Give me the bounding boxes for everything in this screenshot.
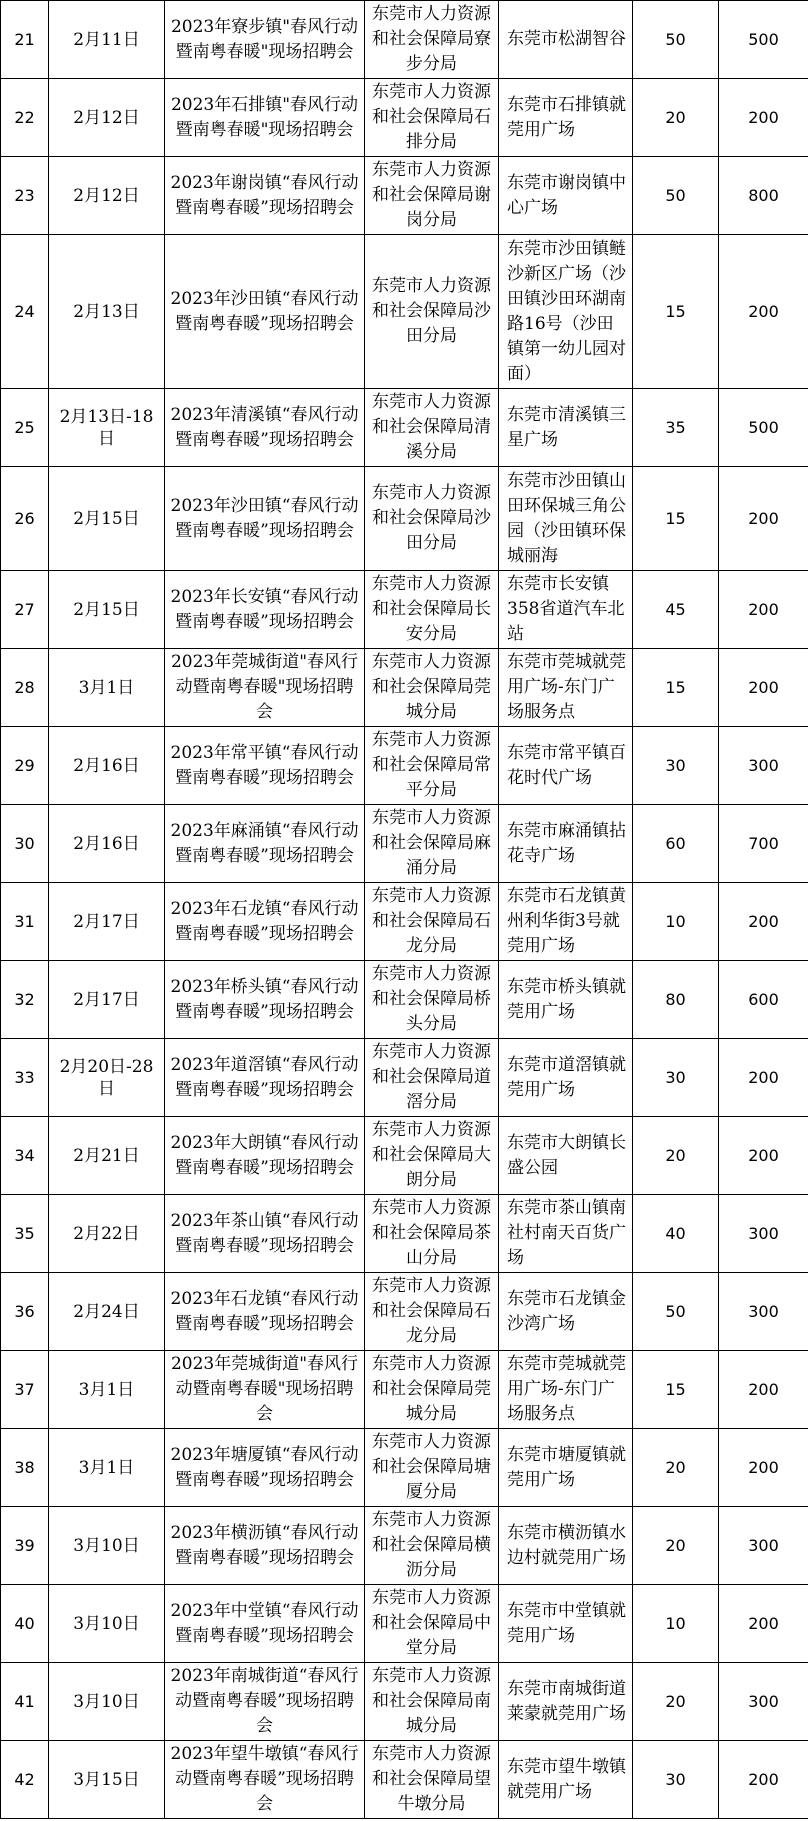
position-count: 300 (719, 727, 808, 805)
employer-count: 35 (633, 389, 719, 467)
employer-count: 15 (633, 1351, 719, 1429)
event-location: 东莞市茶山镇南社村南天百货广场 (499, 1195, 633, 1273)
employer-count: 40 (633, 1195, 719, 1273)
row-number: 31 (1, 883, 49, 961)
event-title: 2023年横沥镇“春风行动暨南粤春暖”现场招聘会 (165, 1507, 365, 1585)
position-count: 200 (719, 1429, 808, 1507)
table-row (1, 1507, 808, 1585)
position-count: 300 (719, 1195, 808, 1273)
event-date: 2月12日 (49, 157, 165, 235)
organizer: 东莞市人力资源和社会保障局横沥分局 (365, 1507, 499, 1585)
event-location: 东莞市松湖智谷 (499, 1, 633, 79)
event-location: 东莞市道滘镇就莞用广场 (499, 1039, 633, 1117)
event-location: 东莞市桥头镇就莞用广场 (499, 961, 633, 1039)
organizer: 东莞市人力资源和社会保障局长安分局 (365, 571, 499, 649)
event-date: 2月17日 (49, 883, 165, 961)
position-count: 200 (719, 1039, 808, 1117)
event-title: 2023年道滘镇“春风行动暨南粤春暖”现场招聘会 (165, 1039, 365, 1117)
event-location: 东莞市长安镇358省道汽车北站 (499, 571, 633, 649)
position-count: 200 (719, 883, 808, 961)
organizer: 东莞市人力资源和社会保障局石排分局 (365, 79, 499, 157)
event-date: 3月1日 (49, 1351, 165, 1429)
table-row (1, 961, 808, 1039)
event-title: 2023年南城街道“春风行动暨南粤春暖”现场招聘会 (165, 1663, 365, 1741)
employer-count: 50 (633, 157, 719, 235)
table-row (1, 157, 808, 235)
employer-count: 50 (633, 1273, 719, 1351)
organizer: 东莞市人力资源和社会保障局谢岗分局 (365, 157, 499, 235)
organizer: 东莞市人力资源和社会保障局沙田分局 (365, 467, 499, 571)
employer-count: 15 (633, 467, 719, 571)
employer-count: 20 (633, 1117, 719, 1195)
row-number: 33 (1, 1039, 49, 1117)
organizer: 东莞市人力资源和社会保障局石龙分局 (365, 1273, 499, 1351)
organizer: 东莞市人力资源和社会保障局清溪分局 (365, 389, 499, 467)
organizer: 东莞市人力资源和社会保障局石龙分局 (365, 883, 499, 961)
organizer: 东莞市人力资源和社会保障局道滘分局 (365, 1039, 499, 1117)
event-location: 东莞市横沥镇水边村就莞用广场 (499, 1507, 633, 1585)
event-date: 3月10日 (49, 1585, 165, 1663)
event-title: 2023年莞城街道"春风行动暨南粤春暖"现场招聘会 (165, 1351, 365, 1429)
position-count: 300 (719, 1663, 808, 1741)
table-row (1, 649, 808, 727)
event-date: 2月22日 (49, 1195, 165, 1273)
position-count: 200 (719, 649, 808, 727)
event-title: 2023年大朗镇“春风行动暨南粤春暖”现场招聘会 (165, 1117, 365, 1195)
employer-count: 30 (633, 1741, 719, 1819)
employer-count: 50 (633, 1, 719, 79)
table-row (1, 1117, 808, 1195)
event-title: 2023年石龙镇“春风行动暨南粤春暖”现场招聘会 (165, 883, 365, 961)
position-count: 200 (719, 571, 808, 649)
event-title: 2023年桥头镇“春风行动暨南粤春暖”现场招聘会 (165, 961, 365, 1039)
event-location: 东莞市石龙镇黄州利华街3号就莞用广场 (499, 883, 633, 961)
position-count: 200 (719, 1741, 808, 1819)
event-location: 东莞市中堂镇就莞用广场 (499, 1585, 633, 1663)
event-location: 东莞市麻涌镇拈花寺广场 (499, 805, 633, 883)
organizer: 东莞市人力资源和社会保障局寮步分局 (365, 1, 499, 79)
employer-count: 15 (633, 649, 719, 727)
employer-count: 30 (633, 1039, 719, 1117)
organizer: 东莞市人力资源和社会保障局大朗分局 (365, 1117, 499, 1195)
event-date: 2月12日 (49, 79, 165, 157)
table-row (1, 235, 808, 389)
employer-count: 10 (633, 883, 719, 961)
event-date: 2月15日 (49, 571, 165, 649)
event-title: 2023年沙田镇“春风行动暨南粤春暖”现场招聘会 (165, 467, 365, 571)
position-count: 200 (719, 235, 808, 389)
event-location: 东莞市石排镇就莞用广场 (499, 79, 633, 157)
table-row (1, 571, 808, 649)
row-number: 25 (1, 389, 49, 467)
row-number: 36 (1, 1273, 49, 1351)
employer-count: 60 (633, 805, 719, 883)
table-row (1, 1429, 808, 1507)
row-number: 27 (1, 571, 49, 649)
table-row (1, 1, 808, 79)
event-title: 2023年长安镇“春风行动暨南粤春暖”现场招聘会 (165, 571, 365, 649)
event-date: 2月13日-18日 (49, 389, 165, 467)
event-location: 东莞市莞城就莞用广场-东门广场服务点 (499, 1351, 633, 1429)
employer-count: 45 (633, 571, 719, 649)
table-row (1, 1351, 808, 1429)
row-number: 34 (1, 1117, 49, 1195)
row-number: 28 (1, 649, 49, 727)
event-date: 2月13日 (49, 235, 165, 389)
row-number: 35 (1, 1195, 49, 1273)
row-number: 26 (1, 467, 49, 571)
employer-count: 10 (633, 1585, 719, 1663)
event-title: 2023年清溪镇“春风行动暨南粤春暖”现场招聘会 (165, 389, 365, 467)
organizer: 东莞市人力资源和社会保障局望牛墩分局 (365, 1741, 499, 1819)
table-row (1, 805, 808, 883)
event-date: 3月1日 (49, 649, 165, 727)
row-number: 29 (1, 727, 49, 805)
position-count: 200 (719, 1351, 808, 1429)
position-count: 200 (719, 79, 808, 157)
event-title: 2023年石排镇"春风行动暨南粤春暖"现场招聘会 (165, 79, 365, 157)
event-title: 2023年沙田镇“春风行动暨南粤春暖”现场招聘会 (165, 235, 365, 389)
employer-count: 80 (633, 961, 719, 1039)
table-row (1, 1663, 808, 1741)
event-location: 东莞市南城街道莱蒙就莞用广场 (499, 1663, 633, 1741)
position-count: 500 (719, 1, 808, 79)
event-title: 2023年常平镇“春风行动暨南粤春暖”现场招聘会 (165, 727, 365, 805)
organizer: 东莞市人力资源和社会保障局塘厦分局 (365, 1429, 499, 1507)
event-title: 2023年茶山镇“春风行动暨南粤春暖”现场招聘会 (165, 1195, 365, 1273)
row-number: 30 (1, 805, 49, 883)
row-number: 37 (1, 1351, 49, 1429)
table-row (1, 79, 808, 157)
row-number: 21 (1, 1, 49, 79)
position-count: 600 (719, 961, 808, 1039)
event-date: 2月16日 (49, 727, 165, 805)
row-number: 23 (1, 157, 49, 235)
event-date: 2月21日 (49, 1117, 165, 1195)
organizer: 东莞市人力资源和社会保障局桥头分局 (365, 961, 499, 1039)
table-row (1, 1195, 808, 1273)
event-title: 2023年望牛墩镇“春风行动暨南粤春暖”现场招聘会 (165, 1741, 365, 1819)
event-location: 东莞市沙田镇山田环保城三角公园（沙田镇环保城丽海 (499, 467, 633, 571)
table-row (1, 1273, 808, 1351)
event-location: 东莞市大朗镇长盛公园 (499, 1117, 633, 1195)
employer-count: 20 (633, 1663, 719, 1741)
employer-count: 20 (633, 1507, 719, 1585)
event-date: 2月15日 (49, 467, 165, 571)
table-row (1, 883, 808, 961)
event-title: 2023年石龙镇“春风行动暨南粤春暖”现场招聘会 (165, 1273, 365, 1351)
organizer: 东莞市人力资源和社会保障局南城分局 (365, 1663, 499, 1741)
employer-count: 20 (633, 1429, 719, 1507)
event-date: 2月20日-28日 (49, 1039, 165, 1117)
event-date: 2月11日 (49, 1, 165, 79)
employer-count: 20 (633, 79, 719, 157)
event-date: 2月24日 (49, 1273, 165, 1351)
row-number: 42 (1, 1741, 49, 1819)
row-number: 38 (1, 1429, 49, 1507)
row-number: 39 (1, 1507, 49, 1585)
table-row (1, 1585, 808, 1663)
row-number: 41 (1, 1663, 49, 1741)
event-location: 东莞市沙田镇鲢沙新区广场（沙田镇沙田环湖南路16号（沙田镇第一幼儿园对面） (499, 235, 633, 389)
employer-count: 30 (633, 727, 719, 805)
row-number: 32 (1, 961, 49, 1039)
event-location: 东莞市莞城就莞用广场-东门广场服务点 (499, 649, 633, 727)
event-date: 3月15日 (49, 1741, 165, 1819)
row-number: 40 (1, 1585, 49, 1663)
organizer: 东莞市人力资源和社会保障局莞城分局 (365, 649, 499, 727)
employer-count: 15 (633, 235, 719, 389)
event-date: 3月1日 (49, 1429, 165, 1507)
row-number: 24 (1, 235, 49, 389)
organizer: 东莞市人力资源和社会保障局莞城分局 (365, 1351, 499, 1429)
event-title: 2023年谢岗镇“春风行动暨南粤春暖”现场招聘会 (165, 157, 365, 235)
event-title: 2023年中堂镇“春风行动暨南粤春暖”现场招聘会 (165, 1585, 365, 1663)
position-count: 700 (719, 805, 808, 883)
position-count: 200 (719, 467, 808, 571)
event-location: 东莞市塘厦镇就莞用广场 (499, 1429, 633, 1507)
event-date: 2月17日 (49, 961, 165, 1039)
table-row (1, 1741, 808, 1819)
event-location: 东莞市石龙镇金沙湾广场 (499, 1273, 633, 1351)
table-row (1, 389, 808, 467)
event-location: 东莞市望牛墩镇就莞用广场 (499, 1741, 633, 1819)
position-count: 300 (719, 1273, 808, 1351)
event-date: 3月10日 (49, 1507, 165, 1585)
organizer: 东莞市人力资源和社会保障局麻涌分局 (365, 805, 499, 883)
table-row (1, 1039, 808, 1117)
organizer: 东莞市人力资源和社会保障局沙田分局 (365, 235, 499, 389)
event-title: 2023年麻涌镇“春风行动暨南粤春暖”现场招聘会 (165, 805, 365, 883)
organizer: 东莞市人力资源和社会保障局中堂分局 (365, 1585, 499, 1663)
event-location: 东莞市常平镇百花时代广场 (499, 727, 633, 805)
table-row (1, 467, 808, 571)
position-count: 500 (719, 389, 808, 467)
organizer: 东莞市人力资源和社会保障局常平分局 (365, 727, 499, 805)
position-count: 300 (719, 1507, 808, 1585)
row-number: 22 (1, 79, 49, 157)
position-count: 200 (719, 1585, 808, 1663)
event-date: 3月10日 (49, 1663, 165, 1741)
event-date: 2月16日 (49, 805, 165, 883)
event-title: 2023年塘厦镇“春风行动暨南粤春暖”现场招聘会 (165, 1429, 365, 1507)
event-title: 2023年寮步镇"春风行动暨南粤春暖"现场招聘会 (165, 1, 365, 79)
organizer: 东莞市人力资源和社会保障局茶山分局 (365, 1195, 499, 1273)
event-title: 2023年莞城街道"春风行动暨南粤春暖"现场招聘会 (165, 649, 365, 727)
position-count: 200 (719, 1117, 808, 1195)
position-count: 800 (719, 157, 808, 235)
table-row (1, 727, 808, 805)
event-location: 东莞市谢岗镇中心广场 (499, 157, 633, 235)
event-location: 东莞市清溪镇三星广场 (499, 389, 633, 467)
